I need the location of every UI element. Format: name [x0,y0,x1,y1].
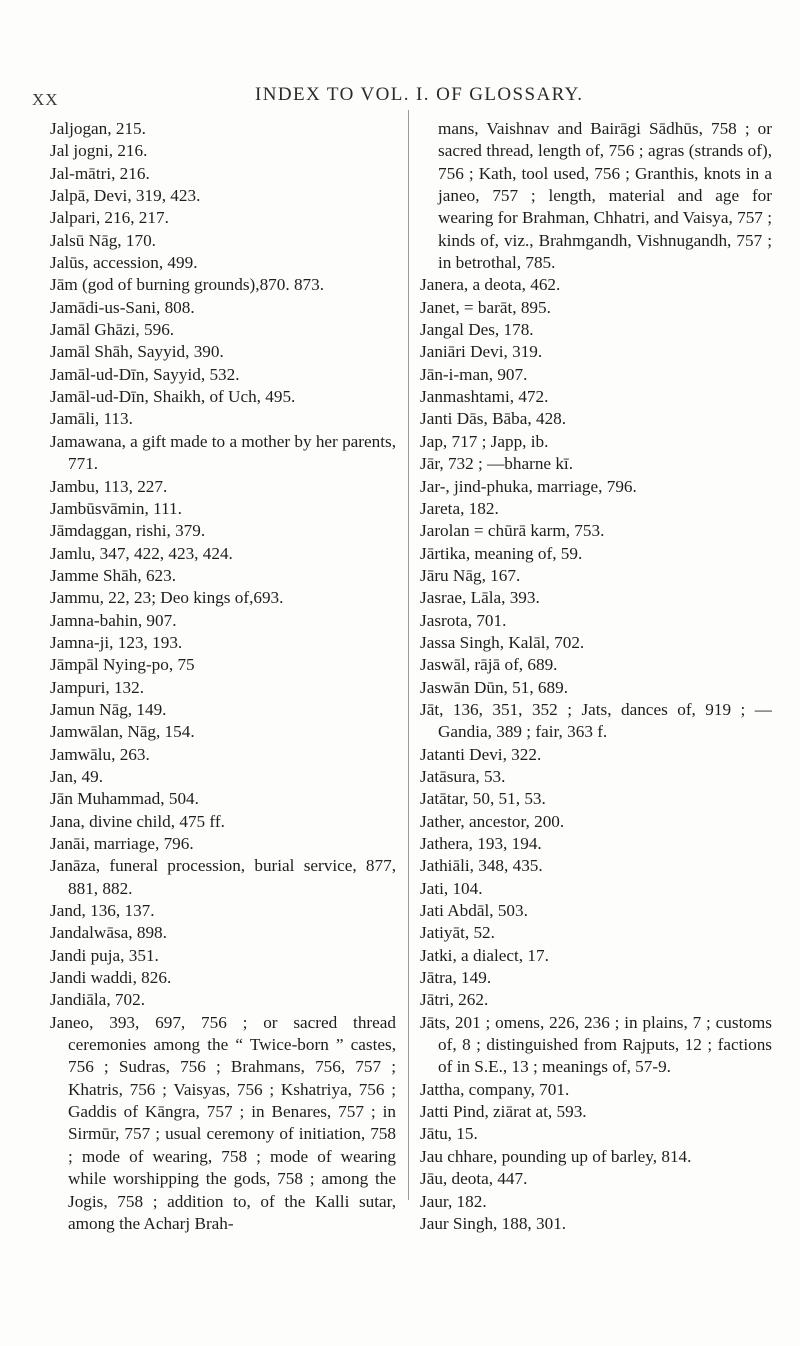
index-entry: Jalpā, Devi, 319, 423. [50,186,201,206]
index-entry: Jalūs, accession, 499. [50,253,198,273]
index-entry: Jalsū Nāg, 170. [50,230,156,250]
index-entry: Jampuri, 132. [50,677,145,697]
index-entry: Jamlu, 347, 422, 423, 424. [50,543,233,563]
index-entry: Jaswān Dūn, 51, 689. [420,677,568,697]
index-entry: Janiāri Devi, 319. [420,342,543,362]
index-entry: Jatanti Devi, 322. [420,744,542,764]
index-entry: Jal-mātri, 216. [50,163,150,183]
index-entry: Jamawana, a gift made to a mother by her parents, 771. [50,431,397,474]
index-entry: Jamwālu, 263. [50,744,150,764]
index-entry: Janeo, 393, 697, 756 ; or sacred thread ceremonies among the “ Twice-born ” castes, 756 ; Sudras, 756 ; Brahmans, 756, 757 ; Khatris, 756 ; Vaisyas, 756 ; Kshatriya, 756 ; Gaddis of Kāngra, 757 ; in Benares, 757 ; in Sirmūr, 757 ; usual ceremony of initiation, 758 ; mode of wearing, 758 ; mode of wearing while worshipping the gods, 758 ; among the Jogis, 758 ; addition to, of the Kalli sutar, among the Acharj Brah- [50,1012,396,1233]
index-entry: Jātri, 262. [420,990,489,1010]
index-entry: Jan, 49. [50,766,103,786]
index-entry: Janti Dās, Bāba, 428. [420,409,567,429]
index-entry: Jangal Des, 178. [420,320,534,340]
index-entry: Jana, divine child, 475 ff. [50,811,225,831]
index-entry: Jatiyāt, 52. [420,923,495,943]
index-entry: Jaur, 182. [420,1191,487,1211]
index-entry: Jān-i-man, 907. [420,364,528,384]
index-entry: Jātra, 149. [420,968,492,988]
index-entry: Jāu, deota, 447. [420,1169,528,1189]
index-entry: Janāza, funeral procession, burial service, 877, 881, 882. [50,856,396,898]
index-entry: Janāi, marriage, 796. [50,834,194,853]
index-entry: Jau chhare, pounding up of barley, 814. [420,1146,692,1166]
index-entry: Jār, 732 ; —bharne kī. [420,454,574,474]
index-entry: Jāt, 136, 351, 352 ; Jats, dances of, 919 ; —Gandia, 389 ; fair, 363 f. [420,699,772,742]
index-entry: Jather, ancestor, 200. [420,811,565,831]
index-entry: Jalpari, 216, 217. [50,208,169,228]
index-entry: Jamāl Ghāzi, 596. [50,320,175,340]
index-entry: Jāmpāl Nying-po, 75 [50,655,195,675]
index-entry: Janet, = barāt, 895. [420,297,551,317]
index-entry: Jamāli, 113. [50,409,133,429]
index-entry: Jasrota, 701. [420,610,507,630]
index-entry-continued: mans, Vaishnav and Bairāgi Sādhūs, 758 ; or sacred thread, length of, 756 ; agras (strands of), 756 ; Kath, tool used, 756 ; Granthis, knots in a janeo, 757 ; length, material and age for wearing for Brahman, Chhatri, and Vaisya, 757 ; kinds of, viz., Brahmgandh, Vishnugandh, 757 ; in betrothal, 785. [438,119,772,273]
index-entry: Jathiāli, 348, 435. [420,856,543,876]
index-entry: Janmashtami, 472. [420,387,549,407]
index-entry: Jamāl-ud-Dīn, Shaikh, of Uch, 495. [50,387,296,407]
index-entry: Jamme Shāh, 623. [50,565,177,585]
index-entry: Jareta, 182. [420,498,499,518]
index-entry: Jām (god of burning grounds),870. 873. [50,275,325,295]
index-entry: Jaswāl, rājā of, 689. [420,655,558,675]
index-entry: Jandiāla, 702. [50,990,145,1010]
index-entry: Jāts, 201 ; omens, 226, 236 ; in plains, 7 ; customs of, 8 ; distinguished from Rajputs, 12 ; factions of in S.E., 13 ; meanings of, 57-9. [420,1012,772,1077]
page-number: XX [32,90,59,109]
index-entry: Jati, 104. [420,878,483,898]
index-entry: Jambu, 113, 227. [50,476,168,496]
running-head: INDEX TO VOL. I. OF GLOSSARY. [255,84,584,105]
index-entry: Jammu, 22, 23; Deo kings of,693. [50,588,284,608]
index-entry: Jathera, 193, 194. [420,834,542,853]
index-entry: Jaljogan, 215. [50,119,146,138]
index-entry: Jati Abdāl, 503. [420,901,528,921]
index-entry: Jamna-ji, 123, 193. [50,632,183,652]
index-entry: Jamāl-ud-Dīn, Sayyid, 532. [50,364,240,384]
index-entry: Jamwālan, Nāg, 154. [50,722,195,742]
column-divider [408,110,409,1200]
index-entry: Jatki, a dialect, 17. [420,945,549,965]
index-entry: Jamāl Shāh, Sayyid, 390. [50,342,224,362]
index-entry: Jand, 136, 137. [50,901,155,921]
index-entry: Jamun Nāg, 149. [50,699,167,719]
index-entry: Jārtika, meaning of, 59. [420,543,583,563]
index-column-left [50,118,396,1235]
index-entry: Jamna-bahin, 907. [50,610,177,630]
index-entry: Jāru Nāg, 167. [420,565,521,585]
index-entry: Jaur Singh, 188, 301. [420,1213,567,1233]
index-entry: Jatātar, 50, 51, 53. [420,789,546,809]
index-entry: Jap, 717 ; Japp, ib. [420,431,549,451]
index-entry: Jatti Pind, ziārat at, 593. [420,1102,587,1122]
index-entry: Jassa Singh, Kalāl, 702. [420,632,585,652]
index-entry: Jandi waddi, 826. [50,968,172,988]
index-entry: Jar-, jind-phuka, marriage, 796. [420,476,637,496]
index-entry: Jātu, 15. [420,1124,478,1144]
index-entry: Jarolan = chūrā karm, 753. [420,521,605,541]
index-entry: Janera, a deota, 462. [420,275,561,295]
index-entry: Jandi puja, 351. [50,945,159,965]
index-entry: Jattha, company, 701. [420,1079,570,1099]
index-entry: Jal jogni, 216. [50,141,148,161]
index-entry: Jambūsvāmin, 111. [50,498,182,518]
index-entry: Jandalwāsa, 898. [50,923,167,943]
index-entry: Jamādi-us-Sani, 808. [50,297,195,317]
index-entry: Jatāsura, 53. [420,766,506,786]
index-entry: Jān Muhammad, 504. [50,789,199,809]
index-column-right [420,118,772,1235]
index-entry: Jāmdaggan, rishi, 379. [50,521,206,541]
index-entry: Jasrae, Lāla, 393. [420,588,540,608]
